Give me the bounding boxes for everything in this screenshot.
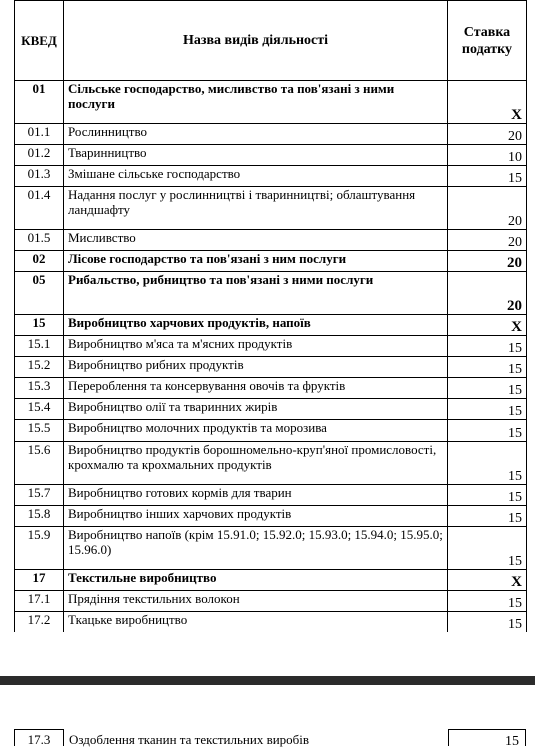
row-rate: 15 <box>448 420 527 442</box>
table-row <box>15 442 527 485</box>
table-row <box>15 251 527 272</box>
row-code: 15.6 <box>15 442 64 485</box>
table-row <box>15 315 527 336</box>
row-code: 01.4 <box>15 187 64 230</box>
table-row <box>15 230 527 251</box>
table-body <box>15 81 527 633</box>
row-rate: 15 <box>448 485 527 506</box>
row-rate: Х <box>448 81 527 124</box>
table-row <box>15 591 527 612</box>
row-rate: 15 <box>448 399 527 420</box>
row-rate: 20 <box>448 230 527 251</box>
row-code: 15 <box>15 315 64 336</box>
row-name: Сільське господарство, мисливство та пов'язані з ними послуги <box>64 81 448 124</box>
row-code: 01.5 <box>15 230 64 251</box>
row-rate: 15 <box>448 527 527 570</box>
row-code: 17.3 <box>27 732 51 747</box>
row-rate: 20 <box>448 124 527 145</box>
row-code: 15.8 <box>15 506 64 527</box>
row-code: 15.2 <box>15 357 64 378</box>
row-rate: 20 <box>448 251 527 272</box>
header-code: КВЕД <box>15 1 64 81</box>
row-name: Текстильне виробництво <box>64 570 448 591</box>
row-name: Надання послуг у рослинництві і тваринництві; облаштування ландшафту <box>64 187 448 230</box>
table-row <box>15 612 527 633</box>
page-gap <box>0 632 535 676</box>
row-rate: 10 <box>448 145 527 166</box>
table-row-next-page <box>14 729 526 749</box>
table-row <box>15 166 527 187</box>
header-rate: Ставка податку <box>448 1 527 81</box>
table-row <box>15 570 527 591</box>
row-name: Прядіння текстильних волокон <box>64 591 448 612</box>
row-code: 15.5 <box>15 420 64 442</box>
next-row-rate-cell <box>448 729 526 749</box>
row-code: 15.4 <box>15 399 64 420</box>
row-name: Виробництво м'яса та м'ясних продуктів <box>64 336 448 357</box>
table-row <box>15 485 527 506</box>
row-rate: 20 <box>448 272 527 315</box>
table-row <box>15 527 527 570</box>
row-code: 02 <box>15 251 64 272</box>
row-code: 01.2 <box>15 145 64 166</box>
row-name: Виробництво готових кормів для тварин <box>64 485 448 506</box>
table-row <box>15 357 527 378</box>
table-row <box>15 145 527 166</box>
row-name: Виробництво інших харчових продуктів <box>64 506 448 527</box>
table-row <box>15 336 527 357</box>
row-name: Виробництво рибних продуктів <box>64 357 448 378</box>
row-code: 01.1 <box>15 124 64 145</box>
table-row <box>15 420 527 442</box>
row-code: 15.1 <box>15 336 64 357</box>
table-row <box>15 272 527 315</box>
row-rate: 15 <box>448 166 527 187</box>
row-rate: 15 <box>448 378 527 399</box>
row-code: 01 <box>15 81 64 124</box>
row-code: 15.7 <box>15 485 64 506</box>
row-rate: 15 <box>448 442 527 485</box>
row-rate: 15 <box>448 357 527 378</box>
row-name: Змішане сільське господарство <box>64 166 448 187</box>
row-code: 17.1 <box>15 591 64 612</box>
table-row <box>15 506 527 527</box>
row-rate: 15 <box>505 734 519 749</box>
row-rate: 15 <box>448 591 527 612</box>
row-rate: 15 <box>448 506 527 527</box>
row-name: Ткацьке виробництво <box>64 612 448 633</box>
row-code: 17 <box>15 570 64 591</box>
row-rate: Х <box>448 315 527 336</box>
row-code: 15.9 <box>15 527 64 570</box>
row-rate: 15 <box>448 336 527 357</box>
row-name: Виробництво харчових продуктів, напоїв <box>64 315 448 336</box>
row-rate: Х <box>448 570 527 591</box>
row-code: 17.2 <box>15 612 64 633</box>
row-name: Тваринництво <box>64 145 448 166</box>
row-code: 05 <box>15 272 64 315</box>
row-code: 01.3 <box>15 166 64 187</box>
table-header-row <box>15 1 527 81</box>
row-name: Виробництво олії та тваринних жирів <box>64 399 448 420</box>
row-name: Рибальство, рибництво та пов'язані з ними послуги <box>64 272 448 315</box>
row-rate: 20 <box>448 187 527 230</box>
table-row <box>15 378 527 399</box>
row-name: Виробництво молочних продуктів та морозива <box>64 420 448 442</box>
row-name: Оздоблення тканин та текстильних виробів <box>69 732 310 747</box>
row-name: Виробництво продуктів борошномельно-круп'яної промисловості, крохмалю та крохмальних продуктів <box>64 442 448 485</box>
row-name: Перероблення та консервування овочів та фруктів <box>64 378 448 399</box>
row-name: Рослинництво <box>64 124 448 145</box>
row-rate: 15 <box>448 612 527 633</box>
row-name: Виробництво напоїв (крім 15.91.0; 15.92.0; 15.93.0; 15.94.0; 15.95.0; 15.96.0) <box>64 527 448 570</box>
tax-rate-table <box>14 0 527 633</box>
row-name: Лісове господарство та пов'язані з ним послуги <box>64 251 448 272</box>
table-row <box>15 124 527 145</box>
header-name: Назва видів діяльності <box>64 1 448 81</box>
table-row <box>15 399 527 420</box>
row-code: 15.3 <box>15 378 64 399</box>
page-break-bar <box>0 676 535 685</box>
table-row <box>15 187 527 230</box>
row-name: Мисливство <box>64 230 448 251</box>
table-row <box>15 81 527 124</box>
